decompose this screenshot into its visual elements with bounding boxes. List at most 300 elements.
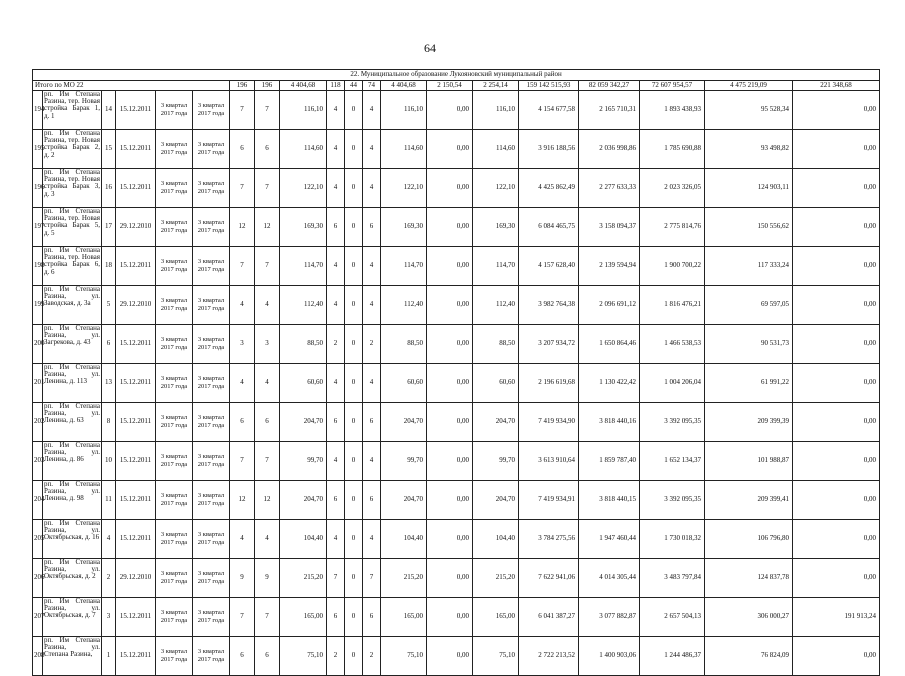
table-cell: 88,50 <box>381 325 427 364</box>
table-cell: 2 657 504,13 <box>640 598 705 637</box>
table-cell: 0,00 <box>427 91 473 130</box>
address-cell: рп. Им Степана Разина, ул. Ленина, д. 98 <box>43 481 102 520</box>
table-cell: 3 982 764,38 <box>519 286 579 325</box>
table-cell: 3 квартал 2017 года <box>193 403 230 442</box>
row-number: 205 <box>33 520 43 559</box>
table-cell: 15.12.2011 <box>116 598 156 637</box>
table-cell: 1 652 134,37 <box>640 442 705 481</box>
table-cell: 0,00 <box>793 286 880 325</box>
address-cell: рп. Им Степана Разина, ул. Заводская, д. 3а <box>43 286 102 325</box>
table-cell: 104,40 <box>381 520 427 559</box>
table-row <box>33 91 880 130</box>
table-cell: 7 <box>255 442 280 481</box>
table-cell: 4 <box>363 130 381 169</box>
table-cell: 3 квартал 2017 года <box>193 598 230 637</box>
row-number: 203 <box>33 442 43 481</box>
table-cell: 1 650 864,46 <box>579 325 640 364</box>
table-cell: 4 <box>230 520 255 559</box>
table-cell: 4 <box>363 442 381 481</box>
table-cell: 0,00 <box>427 208 473 247</box>
table-cell: 7 <box>230 247 255 286</box>
table-cell: 0,00 <box>793 559 880 598</box>
table-cell: 15.12.2011 <box>116 637 156 676</box>
table-cell: 3 квартал 2017 года <box>156 364 193 403</box>
table-cell: 4 <box>363 247 381 286</box>
table-cell: 60,60 <box>473 364 519 403</box>
table-cell: 76 824,09 <box>705 637 793 676</box>
table-cell: 4 157 628,40 <box>519 247 579 286</box>
table-cell: 12 <box>255 208 280 247</box>
table-cell: 1 <box>102 637 116 676</box>
table-cell: 4 <box>255 520 280 559</box>
address-cell: рп. Им Степана Разина, тер. Новая стройка Барак 3, д. 3 <box>43 169 102 208</box>
table-cell: 104,40 <box>473 520 519 559</box>
table-cell: 204,70 <box>280 481 327 520</box>
table-cell: 0 <box>345 130 363 169</box>
table-cell: 5 <box>102 286 116 325</box>
table-cell: 3 392 095,35 <box>640 481 705 520</box>
table-cell: 0,00 <box>427 559 473 598</box>
table-cell: 3 квартал 2017 года <box>156 130 193 169</box>
table-cell: 29.12.2010 <box>116 286 156 325</box>
table-cell: 0 <box>345 403 363 442</box>
table-cell: 3 квартал 2017 года <box>193 208 230 247</box>
table-cell: 0,00 <box>793 364 880 403</box>
table-row <box>33 325 880 364</box>
table-cell: 15.12.2011 <box>116 169 156 208</box>
table-cell: 3 квартал 2017 года <box>156 598 193 637</box>
table-cell: 124 837,78 <box>705 559 793 598</box>
table-row <box>33 169 880 208</box>
table-cell: 0,00 <box>427 325 473 364</box>
table-cell: 0,00 <box>793 91 880 130</box>
table-cell: 0,00 <box>793 403 880 442</box>
table-cell: 15.12.2011 <box>116 91 156 130</box>
resettlement-table <box>32 69 880 676</box>
table-row <box>33 598 880 637</box>
table-cell: 29.12.2010 <box>116 208 156 247</box>
table-cell: 1 130 422,42 <box>579 364 640 403</box>
table-cell: 3 квартал 2017 года <box>193 364 230 403</box>
table-cell: 6 <box>327 598 345 637</box>
table-cell: 4 <box>255 364 280 403</box>
table-cell: 117 333,24 <box>705 247 793 286</box>
table-cell: 165,00 <box>381 598 427 637</box>
table-cell: 75,10 <box>280 637 327 676</box>
table-cell: 15.12.2011 <box>116 130 156 169</box>
table-cell: 3 <box>255 325 280 364</box>
table-cell: 116,10 <box>280 91 327 130</box>
table-cell: 114,70 <box>280 247 327 286</box>
table-cell: 3 158 094,37 <box>579 208 640 247</box>
table-cell: 6 <box>230 130 255 169</box>
table-cell: 0,00 <box>793 520 880 559</box>
table-cell: 114,60 <box>280 130 327 169</box>
table-cell: 3 квартал 2017 года <box>193 247 230 286</box>
total-cell: 74 <box>363 81 381 91</box>
table-cell: 16 <box>102 169 116 208</box>
table-cell: 3 <box>102 598 116 637</box>
table-cell: 60,60 <box>381 364 427 403</box>
table-row <box>33 442 880 481</box>
table-cell: 215,20 <box>473 559 519 598</box>
table-cell: 3 784 275,56 <box>519 520 579 559</box>
table-cell: 2 096 691,12 <box>579 286 640 325</box>
table-cell: 6 <box>327 208 345 247</box>
table-cell: 3 квартал 2017 года <box>156 286 193 325</box>
table-row <box>33 208 880 247</box>
table-cell: 0,00 <box>793 169 880 208</box>
table-cell: 4 425 862,49 <box>519 169 579 208</box>
table-cell: 17 <box>102 208 116 247</box>
table-cell: 165,00 <box>473 598 519 637</box>
table-cell: 4 <box>327 91 345 130</box>
row-number: 207 <box>33 598 43 637</box>
table-cell: 4 <box>102 520 116 559</box>
table-cell: 2 <box>363 325 381 364</box>
table-cell: 4 <box>327 169 345 208</box>
table-cell: 2 <box>327 325 345 364</box>
table-cell: 150 556,62 <box>705 208 793 247</box>
table-cell: 6 <box>255 403 280 442</box>
table-cell: 0,00 <box>427 481 473 520</box>
table-cell: 116,10 <box>473 91 519 130</box>
table-cell: 2 722 213,52 <box>519 637 579 676</box>
table-cell: 101 988,87 <box>705 442 793 481</box>
table-cell: 3 квартал 2017 года <box>156 559 193 598</box>
row-number: 206 <box>33 559 43 598</box>
table-cell: 4 <box>363 520 381 559</box>
table-cell: 112,40 <box>381 286 427 325</box>
table-cell: 122,10 <box>381 169 427 208</box>
table-cell: 11 <box>102 481 116 520</box>
table-cell: 2 <box>102 559 116 598</box>
table-cell: 90 531,73 <box>705 325 793 364</box>
table-cell: 215,20 <box>381 559 427 598</box>
table-cell: 124 903,11 <box>705 169 793 208</box>
table-cell: 3 квартал 2017 года <box>193 169 230 208</box>
row-number: 202 <box>33 403 43 442</box>
table-cell: 6 <box>363 403 381 442</box>
table-cell: 0,00 <box>793 442 880 481</box>
table-cell: 4 014 305,44 <box>579 559 640 598</box>
table-cell: 15.12.2011 <box>116 520 156 559</box>
table-cell: 75,10 <box>473 637 519 676</box>
total-cell: 4 404,68 <box>280 81 327 91</box>
total-label: Итого по МО 22 <box>33 81 230 91</box>
table-cell: 12 <box>230 481 255 520</box>
table-cell: 7 419 934,90 <box>519 403 579 442</box>
total-cell: 44 <box>345 81 363 91</box>
table-cell: 3 квартал 2017 года <box>156 403 193 442</box>
address-cell: рп. Им Степана Разина, ул. Загрекова, д. 43 <box>43 325 102 364</box>
table-cell: 0 <box>345 559 363 598</box>
total-cell: 72 607 954,57 <box>640 81 705 91</box>
table-cell: 3 613 910,64 <box>519 442 579 481</box>
table-cell: 4 <box>363 286 381 325</box>
table-cell: 4 <box>363 91 381 130</box>
total-row <box>33 81 880 91</box>
total-cell: 2 254,14 <box>473 81 519 91</box>
table-cell: 15.12.2011 <box>116 481 156 520</box>
table-cell: 2 277 633,33 <box>579 169 640 208</box>
table-cell: 15.12.2011 <box>116 325 156 364</box>
table-cell: 29.12.2010 <box>116 559 156 598</box>
row-number: 195 <box>33 130 43 169</box>
table-cell: 7 <box>230 442 255 481</box>
table-cell: 0,00 <box>427 598 473 637</box>
table-cell: 0 <box>345 520 363 559</box>
table-row <box>33 130 880 169</box>
table-cell: 7 <box>255 91 280 130</box>
table-cell: 1 400 903,06 <box>579 637 640 676</box>
table-cell: 9 <box>255 559 280 598</box>
table-cell: 204,70 <box>381 481 427 520</box>
address-cell: рп. Им Степана Разина, тер. Новая стройка Барак 2, д. 2 <box>43 130 102 169</box>
table-cell: 106 796,80 <box>705 520 793 559</box>
table-cell: 15 <box>102 130 116 169</box>
table-cell: 122,10 <box>280 169 327 208</box>
table-cell: 15.12.2011 <box>116 403 156 442</box>
table-body <box>33 70 880 676</box>
table-cell: 6 <box>255 130 280 169</box>
table-cell: 3 квартал 2017 года <box>193 91 230 130</box>
total-cell: 82 059 342,27 <box>579 81 640 91</box>
table-cell: 104,40 <box>280 520 327 559</box>
address-cell: рп. Им Степана Разина, ул. Октябрьская, д. 16 <box>43 520 102 559</box>
row-number: 197 <box>33 208 43 247</box>
table-cell: 169,30 <box>473 208 519 247</box>
table-cell: 4 <box>327 247 345 286</box>
table-cell: 4 <box>230 286 255 325</box>
table-cell: 6 <box>363 481 381 520</box>
table-cell: 7 <box>255 247 280 286</box>
table-cell: 99,70 <box>280 442 327 481</box>
table-cell: 12 <box>230 208 255 247</box>
table-cell: 116,10 <box>381 91 427 130</box>
table-cell: 3 207 934,72 <box>519 325 579 364</box>
table-cell: 6 <box>327 481 345 520</box>
table-cell: 112,40 <box>280 286 327 325</box>
table-cell: 12 <box>255 481 280 520</box>
table-row <box>33 637 880 676</box>
section-title: 22. Муниципальное образование Лукояновский муниципальный район <box>33 70 880 81</box>
table-cell: 165,00 <box>280 598 327 637</box>
table-cell: 209 399,39 <box>705 403 793 442</box>
table-cell: 7 <box>230 598 255 637</box>
table-cell: 1 859 787,40 <box>579 442 640 481</box>
address-cell: рп. Им Степана Разина, ул. Ленина, д. 63 <box>43 403 102 442</box>
table-cell: 7 <box>255 169 280 208</box>
table-cell: 0,00 <box>427 403 473 442</box>
table-cell: 13 <box>102 364 116 403</box>
table-cell: 0 <box>345 481 363 520</box>
row-number: 201 <box>33 364 43 403</box>
table-cell: 6 <box>230 403 255 442</box>
row-number: 200 <box>33 325 43 364</box>
table-cell: 1 244 486,37 <box>640 637 705 676</box>
table-cell: 3 квартал 2017 года <box>156 91 193 130</box>
table-cell: 0 <box>345 598 363 637</box>
table-cell: 1 785 690,88 <box>640 130 705 169</box>
table-cell: 3 916 188,56 <box>519 130 579 169</box>
table-cell: 4 <box>363 364 381 403</box>
table-cell: 2 <box>327 637 345 676</box>
table-cell: 0,00 <box>793 130 880 169</box>
table-cell: 0 <box>345 169 363 208</box>
table-cell: 6 <box>102 325 116 364</box>
table-cell: 0,00 <box>427 364 473 403</box>
table-cell: 6 <box>327 403 345 442</box>
table-cell: 0 <box>345 208 363 247</box>
table-cell: 0,00 <box>793 247 880 286</box>
table-cell: 7 <box>255 598 280 637</box>
table-cell: 0,00 <box>793 325 880 364</box>
table-cell: 4 154 677,58 <box>519 91 579 130</box>
table-cell: 0 <box>345 325 363 364</box>
table-cell: 3 квартал 2017 года <box>156 169 193 208</box>
table-cell: 0 <box>345 364 363 403</box>
total-cell: 159 142 515,93 <box>519 81 579 91</box>
total-cell: 221 348,68 <box>793 81 880 91</box>
address-cell: рп. Им Степана Разина, тер. Новая стройка Барак 6, д. 6 <box>43 247 102 286</box>
row-number: 198 <box>33 247 43 286</box>
table-cell: 169,30 <box>280 208 327 247</box>
total-cell: 4 404,68 <box>381 81 427 91</box>
table-cell: 2 775 814,76 <box>640 208 705 247</box>
total-cell: 118 <box>327 81 345 91</box>
table-cell: 3 квартал 2017 года <box>193 286 230 325</box>
table-cell: 204,70 <box>473 481 519 520</box>
table-cell: 9 <box>230 559 255 598</box>
table-cell: 215,20 <box>280 559 327 598</box>
table-cell: 10 <box>102 442 116 481</box>
table-cell: 6 <box>363 208 381 247</box>
table-cell: 209 399,41 <box>705 481 793 520</box>
page-number: 64 <box>424 41 436 55</box>
total-cell: 196 <box>230 81 255 91</box>
table-cell: 15.12.2011 <box>116 364 156 403</box>
table-cell: 0,00 <box>427 247 473 286</box>
table-row <box>33 286 880 325</box>
table-cell: 99,70 <box>473 442 519 481</box>
table-cell: 0,00 <box>427 637 473 676</box>
table-cell: 114,60 <box>473 130 519 169</box>
table-cell: 69 597,05 <box>705 286 793 325</box>
table-cell: 7 <box>363 559 381 598</box>
address-cell: рп. Им Степана Разина, ул. Степана Разина, <box>43 637 102 676</box>
table-cell: 4 <box>327 442 345 481</box>
table-cell: 7 622 941,06 <box>519 559 579 598</box>
table-cell: 2 <box>363 637 381 676</box>
table-cell: 7 <box>327 559 345 598</box>
table-row <box>33 559 880 598</box>
total-cell: 2 150,54 <box>427 81 473 91</box>
address-cell: рп. Им Степана Разина, ул. Октябрьская, д. 2 <box>43 559 102 598</box>
address-cell: рп. Им Степана Разина, ул. Октябрьская, д. 7 <box>43 598 102 637</box>
table-cell: 4 <box>327 520 345 559</box>
table-cell: 2 139 594,94 <box>579 247 640 286</box>
table-cell: 2 196 619,68 <box>519 364 579 403</box>
table-cell: 1 730 018,32 <box>640 520 705 559</box>
table-cell: 3 квартал 2017 года <box>156 208 193 247</box>
total-cell: 4 475 219,09 <box>705 81 793 91</box>
table-row <box>33 247 880 286</box>
table-cell: 3 квартал 2017 года <box>156 637 193 676</box>
table-cell: 3 818 440,16 <box>579 403 640 442</box>
row-number: 199 <box>33 286 43 325</box>
table-cell: 169,30 <box>381 208 427 247</box>
table-cell: 3 483 797,84 <box>640 559 705 598</box>
table-cell: 2 036 998,86 <box>579 130 640 169</box>
table-cell: 3 квартал 2017 года <box>193 130 230 169</box>
table-cell: 3 <box>230 325 255 364</box>
table-cell: 114,70 <box>381 247 427 286</box>
table-cell: 93 498,82 <box>705 130 793 169</box>
table-cell: 0,00 <box>793 481 880 520</box>
table-row <box>33 364 880 403</box>
table-cell: 3 квартал 2017 года <box>193 559 230 598</box>
table-cell: 204,70 <box>473 403 519 442</box>
table-cell: 4 <box>363 169 381 208</box>
table-cell: 1 900 700,22 <box>640 247 705 286</box>
table-cell: 1 816 476,21 <box>640 286 705 325</box>
table-cell: 0,00 <box>427 130 473 169</box>
table-cell: 4 <box>230 364 255 403</box>
table-cell: 0,00 <box>427 169 473 208</box>
table-row <box>33 520 880 559</box>
table-cell: 0,00 <box>427 286 473 325</box>
table-cell: 6 041 387,27 <box>519 598 579 637</box>
table-cell: 191 913,24 <box>793 598 880 637</box>
address-cell: рп. Им Степана Разина, тер. Новая стройка Барак 5, д. 5 <box>43 208 102 247</box>
table-cell: 1 947 460,44 <box>579 520 640 559</box>
table-cell: 8 <box>102 403 116 442</box>
table-cell: 6 <box>363 598 381 637</box>
row-number: 208 <box>33 637 43 676</box>
table-cell: 15.12.2011 <box>116 247 156 286</box>
table-cell: 3 квартал 2017 года <box>193 442 230 481</box>
table-cell: 204,70 <box>381 403 427 442</box>
row-number: 194 <box>33 91 43 130</box>
table-cell: 7 419 934,91 <box>519 481 579 520</box>
address-cell: рп. Им Степана Разина, ул. Ленина, д. 113 <box>43 364 102 403</box>
table-cell: 3 квартал 2017 года <box>156 520 193 559</box>
table-cell: 3 квартал 2017 года <box>193 520 230 559</box>
table-cell: 3 392 095,35 <box>640 403 705 442</box>
table-cell: 4 <box>327 364 345 403</box>
table-cell: 4 <box>327 130 345 169</box>
address-cell: рп. Им Степана Разина, тер. Новая стройка Барак 1, д. 1 <box>43 91 102 130</box>
table-cell: 6 084 465,75 <box>519 208 579 247</box>
table-cell: 15.12.2011 <box>116 442 156 481</box>
table-cell: 61 991,22 <box>705 364 793 403</box>
table-cell: 18 <box>102 247 116 286</box>
row-number: 204 <box>33 481 43 520</box>
table-cell: 14 <box>102 91 116 130</box>
table-cell: 3 квартал 2017 года <box>156 325 193 364</box>
table-cell: 0 <box>345 442 363 481</box>
table-cell: 95 528,34 <box>705 91 793 130</box>
table-cell: 0 <box>345 91 363 130</box>
table-cell: 3 квартал 2017 года <box>193 325 230 364</box>
table-cell: 2 023 326,05 <box>640 169 705 208</box>
table-cell: 75,10 <box>381 637 427 676</box>
table-cell: 1 466 538,53 <box>640 325 705 364</box>
row-number: 196 <box>33 169 43 208</box>
table-cell: 60,60 <box>280 364 327 403</box>
table-cell: 4 <box>327 286 345 325</box>
